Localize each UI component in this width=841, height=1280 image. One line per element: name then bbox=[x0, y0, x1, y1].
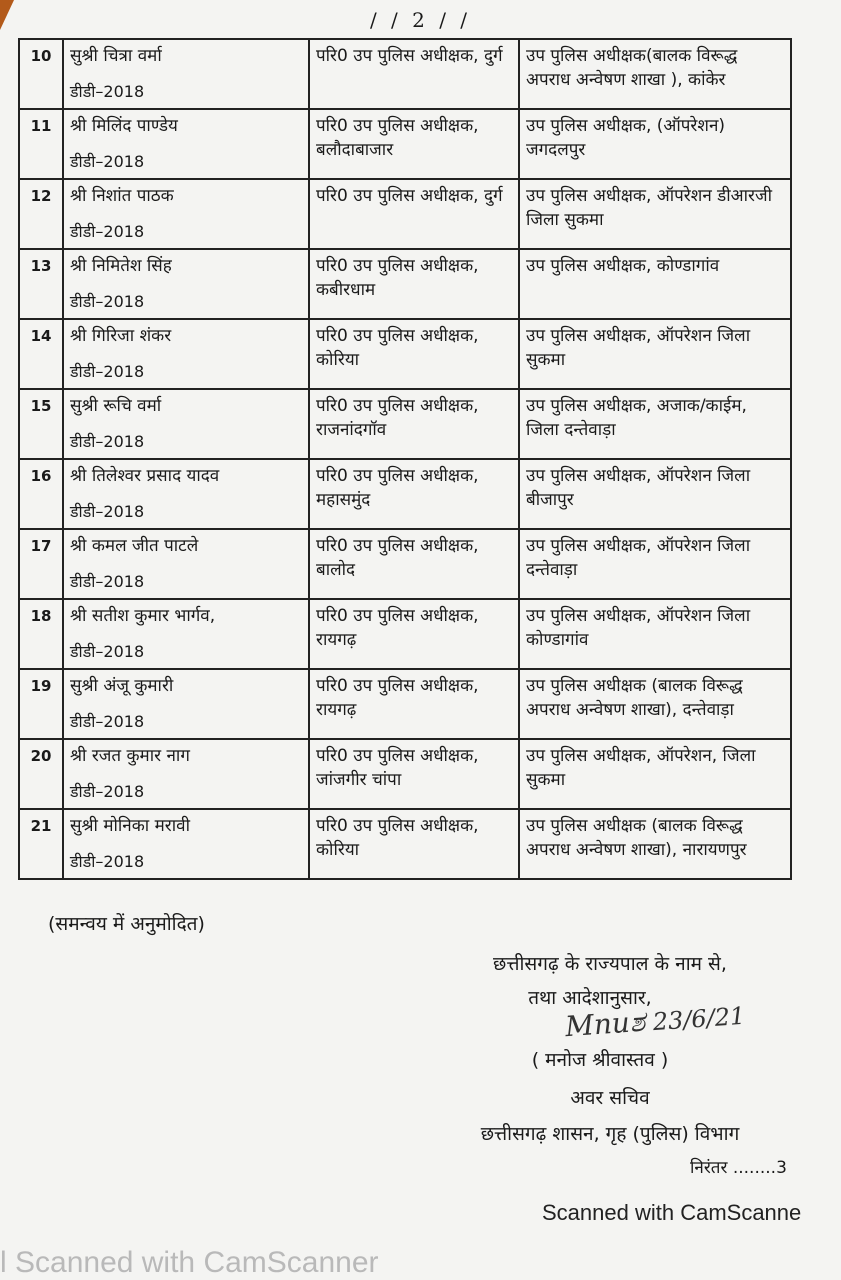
signature-date: 23/6/21 bbox=[651, 1001, 747, 1037]
new-posting: उप पुलिस अधीक्षक, ऑपरेशन जिला सुकमा bbox=[519, 319, 791, 389]
officer-name-cell bbox=[63, 739, 309, 809]
signatory-name: ( मनोज श्रीवास्तव ) bbox=[531, 1049, 669, 1071]
table-row bbox=[19, 39, 791, 109]
new-posting: उप पुलिस अधीक्षक, अजाक/काईम, जिला दन्तेवाड़ा bbox=[519, 389, 791, 459]
officer-name: सुश्री अंजू कुमारी bbox=[70, 676, 174, 696]
serial-number: 10 bbox=[19, 39, 63, 109]
continued-marker: निरंतर ........3 bbox=[690, 1158, 787, 1178]
page-number: / / 2 / / bbox=[369, 8, 472, 32]
officer-name: श्री सतीश कुमार भार्गव, bbox=[70, 606, 216, 626]
current-posting: परि0 उप पुलिस अधीक्षक, दुर्ग bbox=[309, 39, 519, 109]
governor-line: छत्तीसगढ़ के राज्यपाल के नाम से, bbox=[493, 953, 727, 975]
officer-batch: डीडी–2018 bbox=[70, 712, 145, 731]
officer-name-cell bbox=[63, 669, 309, 739]
camscanner-watermark: Scanned with CamScanne bbox=[542, 1200, 802, 1225]
serial-number: 13 bbox=[19, 249, 63, 319]
table-row bbox=[19, 319, 791, 389]
officer-name: श्री तिलेश्वर प्रसाद यादव bbox=[70, 466, 220, 486]
officer-batch: डीडी–2018 bbox=[70, 852, 145, 871]
officer-name-cell bbox=[63, 39, 309, 109]
serial-number: 11 bbox=[19, 109, 63, 179]
officer-batch: डीडी–2018 bbox=[70, 222, 145, 241]
new-posting: उप पुलिस अधीक्षक, ऑपरेशन जिला दन्तेवाड़ा bbox=[519, 529, 791, 599]
table-row bbox=[19, 529, 791, 599]
table-row bbox=[19, 809, 791, 879]
table-row bbox=[19, 389, 791, 459]
serial-number: 21 bbox=[19, 809, 63, 879]
table-body bbox=[19, 39, 791, 879]
designation: अवर सचिव bbox=[570, 1087, 650, 1109]
table-row bbox=[19, 249, 791, 319]
current-posting: परि0 उप पुलिस अधीक्षक, कबीरधाम bbox=[309, 249, 519, 319]
officer-batch: डीडी–2018 bbox=[70, 152, 145, 171]
serial-number: 15 bbox=[19, 389, 63, 459]
officer-name: सुश्री मोनिका मरावी bbox=[70, 816, 190, 836]
officer-name: श्री कमल जीत पाटले bbox=[70, 536, 199, 556]
serial-number: 16 bbox=[19, 459, 63, 529]
serial-number: 20 bbox=[19, 739, 63, 809]
officer-name-cell bbox=[63, 599, 309, 669]
officer-batch: डीडी–2018 bbox=[70, 432, 145, 451]
table-row bbox=[19, 459, 791, 529]
officer-batch: डीडी–2018 bbox=[70, 572, 145, 591]
handwritten-signature: Mnuಶ 23/6/21 bbox=[564, 1001, 747, 1044]
officer-batch: डीडी–2018 bbox=[70, 782, 145, 801]
table-row bbox=[19, 179, 791, 249]
current-posting: परि0 उप पुलिस अधीक्षक, बलौदाबाजार bbox=[309, 109, 519, 179]
officer-name-cell bbox=[63, 809, 309, 879]
new-posting: उप पुलिस अधीक्षक (बालक विरूद्ध अपराध अन्वेषण शाखा), दन्तेवाड़ा bbox=[519, 669, 791, 739]
new-posting: उप पुलिस अधीक्षक, ऑपरेशन जिला बीजापुर bbox=[519, 459, 791, 529]
current-posting: परि0 उप पुलिस अधीक्षक, कोरिया bbox=[309, 809, 519, 879]
officer-name-cell bbox=[63, 179, 309, 249]
officer-batch: डीडी–2018 bbox=[70, 642, 145, 661]
officer-name: सुश्री चित्रा वर्मा bbox=[70, 46, 162, 66]
table-row bbox=[19, 109, 791, 179]
approval-note: (समन्वय में अनुमोदित) bbox=[48, 913, 205, 935]
new-posting: उप पुलिस अधीक्षक, ऑपरेशन, जिला सुकमा bbox=[519, 739, 791, 809]
current-posting: परि0 उप पुलिस अधीक्षक, राजनांदगॉव bbox=[309, 389, 519, 459]
officer-name: श्री रजत कुमार नाग bbox=[70, 746, 190, 766]
officer-name: सुश्री रूचि वर्मा bbox=[70, 396, 162, 416]
officer-name: श्री गिरिजा शंकर bbox=[70, 326, 172, 346]
current-posting: परि0 उप पुलिस अधीक्षक, रायगढ़ bbox=[309, 599, 519, 669]
transfer-order-table bbox=[18, 38, 792, 880]
serial-number: 19 bbox=[19, 669, 63, 739]
serial-number: 17 bbox=[19, 529, 63, 599]
new-posting: उप पुलिस अधीक्षक, (ऑपरेशन) जगदलपुर bbox=[519, 109, 791, 179]
current-posting: परि0 उप पुलिस अधीक्षक, महासमुंद bbox=[309, 459, 519, 529]
officer-batch: डीडी–2018 bbox=[70, 502, 145, 521]
officer-name-cell bbox=[63, 389, 309, 459]
serial-number: 18 bbox=[19, 599, 63, 669]
officer-name-cell bbox=[63, 319, 309, 389]
officer-name: श्री मिलिंद पाण्डेय bbox=[70, 116, 178, 136]
new-posting: उप पुलिस अधीक्षक, ऑपरेशन जिला कोण्डागांव bbox=[519, 599, 791, 669]
officer-name-cell bbox=[63, 249, 309, 319]
officer-batch: डीडी–2018 bbox=[70, 82, 145, 101]
officer-name: श्री निशांत पाठक bbox=[70, 186, 174, 206]
new-posting: उप पुलिस अधीक्षक(बालक विरूद्ध अपराध अन्वेषण शाखा ), कांकेर bbox=[519, 39, 791, 109]
officer-name-cell bbox=[63, 459, 309, 529]
table-row bbox=[19, 669, 791, 739]
table-row bbox=[19, 599, 791, 669]
officer-name: श्री निमितेश सिंह bbox=[70, 256, 172, 276]
table-row bbox=[19, 739, 791, 809]
officer-batch: डीडी–2018 bbox=[70, 362, 145, 381]
current-posting: परि0 उप पुलिस अधीक्षक, दुर्ग bbox=[309, 179, 519, 249]
serial-number: 12 bbox=[19, 179, 63, 249]
new-posting: उप पुलिस अधीक्षक, ऑपरेशन डीआरजी जिला सुकमा bbox=[519, 179, 791, 249]
department: छत्तीसगढ़ शासन, गृह (पुलिस) विभाग bbox=[480, 1123, 740, 1145]
current-posting: परि0 उप पुलिस अधीक्षक, कोरिया bbox=[309, 319, 519, 389]
serial-number: 14 bbox=[19, 319, 63, 389]
camscanner-watermark-faded: l Scanned with CamScanner bbox=[0, 1246, 379, 1279]
new-posting: उप पुलिस अधीक्षक, कोण्डागांव bbox=[519, 249, 791, 319]
officer-name-cell bbox=[63, 109, 309, 179]
new-posting: उप पुलिस अधीक्षक (बालक विरूद्ध अपराध अन्वेषण शाखा), नारायणपुर bbox=[519, 809, 791, 879]
officer-name-cell bbox=[63, 529, 309, 599]
current-posting: परि0 उप पुलिस अधीक्षक, रायगढ़ bbox=[309, 669, 519, 739]
officer-batch: डीडी–2018 bbox=[70, 292, 145, 311]
order-line: तथा आदेशानुसार, bbox=[528, 987, 652, 1009]
current-posting: परि0 उप पुलिस अधीक्षक, जांजगीर चांपा bbox=[309, 739, 519, 809]
current-posting: परि0 उप पुलिस अधीक्षक, बालोद bbox=[309, 529, 519, 599]
